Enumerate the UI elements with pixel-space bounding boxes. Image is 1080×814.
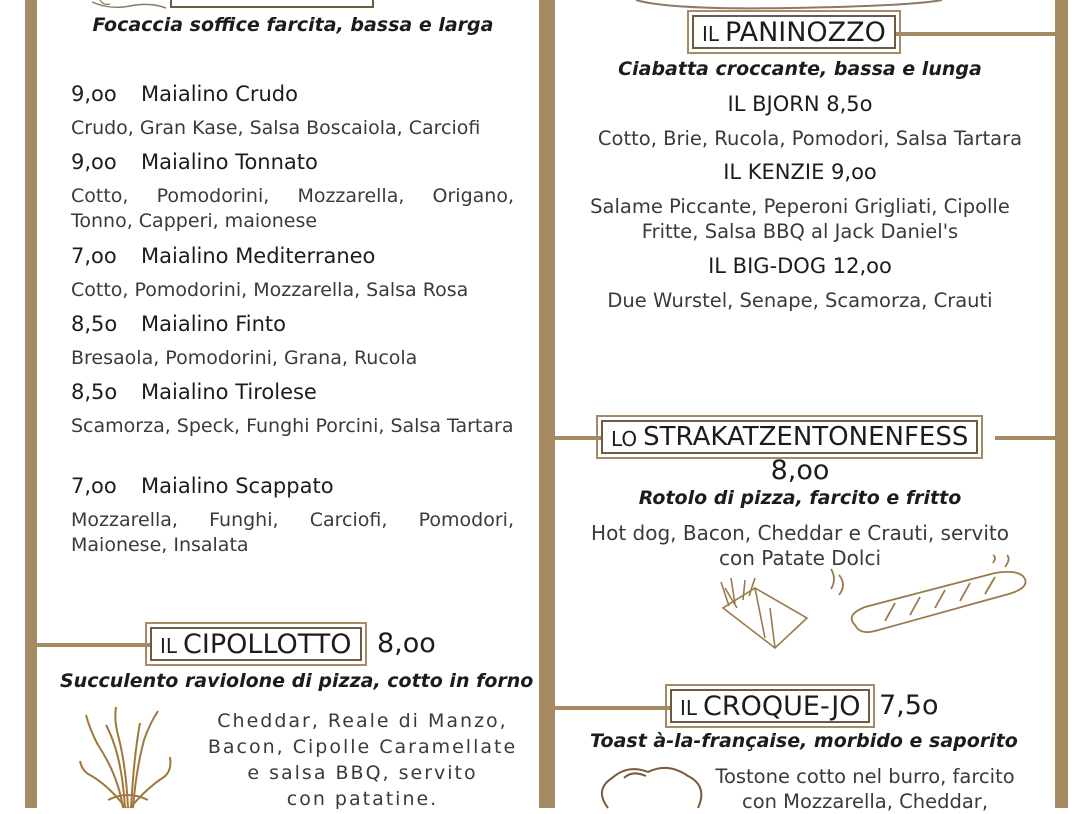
paninozzo-item-description: Cotto, Brie, Rucola, Pomodori, Salsa Tartara — [597, 127, 1023, 150]
description-line: con Mozzarella, Cheddar, — [741, 790, 989, 813]
divider-paninozzo — [890, 32, 1055, 36]
croque-price: 7,5o — [879, 690, 939, 721]
cipollotto-description — [200, 708, 525, 812]
menu-item-price: 8,5o — [71, 380, 118, 404]
menu-item-label: Maialino Scappato — [141, 474, 334, 498]
menu-item-label: Maialino Crudo — [141, 82, 298, 106]
paninozzo-subtitle: Ciabatta croccante, bassa e lunga — [618, 58, 982, 80]
top-left-label-fragment — [170, 0, 374, 8]
divider-cipollotto — [37, 643, 152, 647]
bread-sketch-icon — [630, 0, 950, 12]
menu-item-price: 7,oo — [71, 474, 117, 498]
description-line: Tostone cotto nel burro, farcito — [715, 765, 1015, 788]
frame-left-bar — [25, 0, 37, 808]
croque-title-box — [670, 689, 870, 723]
menu-item-description: Scamorza, Speck, Funghi Porcini, Salsa Tartara — [71, 415, 514, 437]
divider-strakatz-left — [555, 436, 601, 440]
burger-sketch-icon — [90, 0, 170, 12]
cipollotto-subtitle: Succulento raviolone di pizza, cotto in forno — [60, 670, 534, 692]
focaccia-subtitle: Focaccia soffice farcita, bassa e larga — [92, 14, 494, 36]
croque-description — [700, 764, 1030, 814]
menu-item-price: 9,oo — [71, 150, 117, 174]
fries-sketch-icon — [715, 578, 810, 650]
menu-item-name — [71, 82, 298, 106]
strakatz-title-box — [601, 420, 978, 454]
menu-item-description: Cotto, Pomodorini, Mozzarella, Origano, Tonno, Capperi, maionese — [71, 185, 514, 232]
section-title: PANINOZZO — [725, 16, 886, 48]
onion-sketch-icon — [78, 705, 173, 808]
description-line: e salsa BBQ, servito — [247, 762, 478, 784]
menu-item-price: 7,oo — [71, 244, 117, 268]
section-prefix: IL — [160, 634, 178, 658]
menu-item-label: Maialino Tirolese — [141, 380, 317, 404]
section-prefix: LO — [611, 427, 638, 451]
menu-item-price: 8,5o — [71, 312, 118, 336]
section-title: CIPOLLOTTO — [183, 628, 352, 660]
cipollotto-price: 8,oo — [377, 628, 436, 659]
toast-sketch-icon — [588, 760, 713, 808]
menu-item-label: Maialino Finto — [141, 312, 286, 336]
description-line: Bacon, Cipolle Caramellate — [207, 736, 518, 758]
section-title: STRAKATZENTONENFESS — [643, 422, 969, 452]
cipollotto-title-box — [150, 627, 362, 661]
divider-croque — [555, 706, 672, 710]
paninozzo-title-box — [692, 15, 896, 49]
paninozzo-item-name: IL KENZIE 9,oo — [723, 160, 877, 184]
hotdog-sketch-icon — [825, 555, 1030, 637]
paninozzo-item-description: Salame Piccante, Peperoni Grigliati, Cipolle Fritte, Salsa BBQ al Jack Daniel's — [590, 195, 1010, 243]
section-title: CROQUE-JO — [703, 690, 861, 722]
croque-subtitle: Toast à-la-française, morbido e saporito — [590, 730, 1018, 752]
description-line: con patatine. — [286, 788, 439, 810]
menu-item-name — [71, 244, 375, 268]
frame-right-bar — [1055, 0, 1068, 808]
menu-item-name — [71, 474, 334, 498]
frame-center-bar — [539, 0, 555, 808]
strakatz-price: 8,oo — [770, 455, 830, 486]
section-prefix: IL — [702, 22, 720, 46]
menu-item-label: Maialino Mediterraneo — [141, 244, 376, 268]
description-line: Cheddar, Reale di Manzo, — [217, 710, 508, 732]
menu-item-name — [71, 312, 286, 336]
menu-item-name — [71, 380, 317, 404]
paninozzo-item-name: IL BJORN 8,5o — [727, 92, 873, 116]
strakatz-subtitle: Rotolo di pizza, farcito e fritto — [638, 487, 962, 509]
paninozzo-item-description: Due Wurstel, Senape, Scamorza, Crauti — [607, 289, 993, 312]
menu-item-description: Crudo, Gran Kase, Salsa Boscaiola, Carciofi — [71, 117, 481, 139]
menu-item-description: Mozzarella, Funghi, Carciofi, Pomodori, Maionese, Insalata — [71, 509, 514, 556]
menu-item-label: Maialino Tonnato — [141, 150, 318, 174]
divider-strakatz-right — [995, 436, 1055, 440]
paninozzo-item-name: IL BIG-DOG 12,oo — [708, 254, 892, 278]
menu-item-description: Cotto, Pomodorini, Mozzarella, Salsa Rosa — [71, 279, 469, 301]
strakatz-description: Hot dog, Bacon, Cheddar e Crauti, servito con Patate Dolci — [591, 521, 1009, 570]
menu-item-name — [71, 150, 318, 174]
menu-item-description: Bresaola, Pomodorini, Grana, Rucola — [71, 347, 418, 369]
section-prefix: IL — [680, 696, 698, 720]
menu-item-price: 9,oo — [71, 82, 117, 106]
